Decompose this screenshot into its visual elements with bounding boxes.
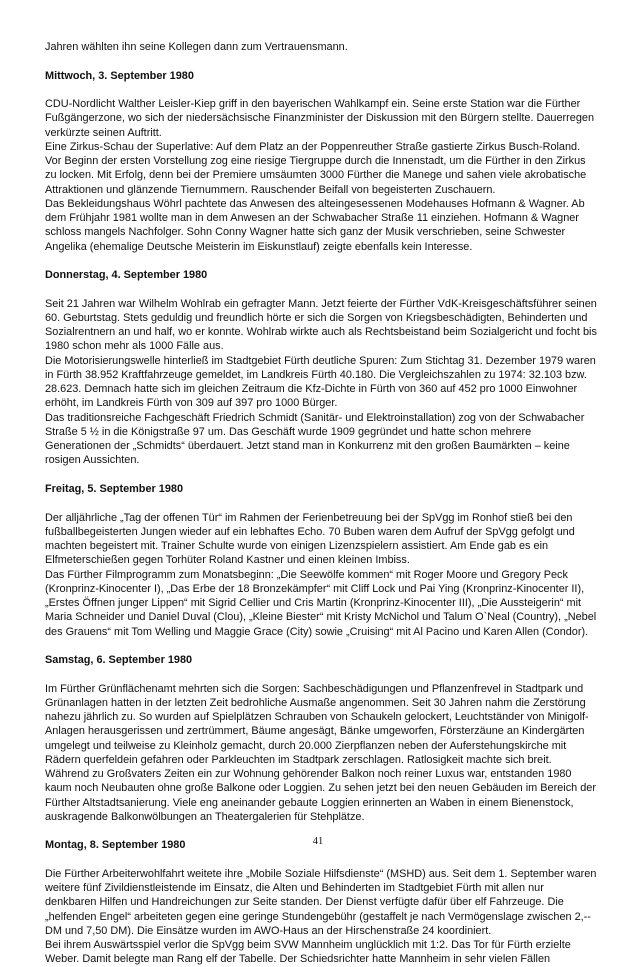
paragraph: Der alljährliche „Tag der offenen Tür“ im Rahmen der Ferienbetreuung bei der SpVgg im Ronhof stieß bei den fußballbegeisterten Jungen wieder auf ein lebhaftes Echo. 70 Buben waren dem Aufruf der SpVgg gefolgt und machten begeistert mit. Trainer Schulte wurde von einigen Lizenzspielern assistiert. Am Ende gab es ein Elfmeterschießen gegen Torhüter Roland Kastner und einen kleinen Imbiss. bbox=[45, 511, 575, 567]
section-thursday bbox=[45, 268, 597, 468]
paragraph: Die Motorisierungswelle hinterließ im Stadtgebiet Fürth deutliche Spuren: Zum Stichtag 31. Dezember 1979 waren in Fürth 38.952 Kraftfahrzeuge gemeldet, im Landkreis Fürth 40.180. Die Vergleichszahlen zu 1974: 32.103 bzw. 28.623. Demnach hatte sich im gleichen Zeitraum die Kfz-Dichte in Fürth von 360 auf 452 pro 1000 Einwohner erhöht, im Landkreis Fürth von 309 auf 397 pro 1000 Bürger. bbox=[45, 354, 596, 410]
section-saturday bbox=[45, 653, 597, 824]
paragraph: Das Fürther Filmprogramm zum Monatsbeginn: „Die Seewölfe kommen“ mit Roger Moore und Gregory Peck (Kronprinz-Kinocenter I), „Das Erbe der 18 Bronzekämpfer“ mit Cliff Lock und Pai Ying (Kronprinz-Kinocenter II), „Erstes Öffnen junger Lippen“ mit Sigrid Cellier und Cris Martin (Kronprinz-Kinocenter III), „Die Aussteigerin“ mit Maria Schneider und Daniel Duval (Clou), „Kleine Biester“ mit Kristy McNichol und Talum O`Neal (Country), „Nebel des Grauens“ mit Tom Welling und Maggie Grace (City) sowie „Cruising“ mit Al Pacino und Karen Allen (Condor). bbox=[45, 568, 597, 638]
document-page bbox=[45, 40, 597, 967]
paragraph: Seit 21 Jahren war Wilhelm Wohlrab ein gefragter Mann. Jetzt feierte der Fürther VdK-Kreisgeschäftsführer seinen 60. Geburtstag. Stets geduldig und freundlich hörte er sich die Sorgen von Kriegsbeschädigten, Behinderten und Sozialrentnern an und half, wo er konnte. Wohlrab wirkte auch als Rechtsbeistand beim Sozialgericht und focht bis 1980 schon mehr als 1000 Fälle aus. bbox=[45, 297, 597, 353]
section-heading: Freitag, 5. September 1980 bbox=[45, 482, 184, 495]
section-monday bbox=[45, 838, 597, 966]
section-heading: Samstag, 6. September 1980 bbox=[45, 654, 193, 667]
paragraph: Bei ihrem Auswärtsspiel verlor die SpVgg beim SVW Mannheim unglücklich mit 1:2. Das Tor für Fürth erzielte Weber. Damit belegte man Rang elf der Tabelle. Der Schiedsrichter hatte Mannheim in sehr vielen Fällen bbox=[45, 939, 571, 966]
paragraph: Die Fürther Arbeiterwohlfahrt weitete ihre „Mobile Soziale Hilfsdienste“ (MSHD) aus. Seit dem 1. September waren weitere fünf Zivildienstleistende im Einsatz, die Alten und Behinderten im Stadtgebiet Fürth mit allen nur denkbaren Hilfen und Handreichungen zur Seite standen. Der Dienst verfügte dafür über elf Fahrzeuge. Die „helfenden Engel“ arbeiteten gegen eine geringe Stundengebühr (gestaffelt je nach Vermögenslage zwischen 2,-- DM und 7,50 DM). Die Einsätze wurden im AWO-Haus an der Hirschenstraße 24 koordiniert. bbox=[45, 867, 597, 937]
paragraph: Eine Zirkus-Schau der Superlative: Auf dem Platz an der Poppenreuther Straße gastierte Zirkus Busch-Roland. Vor Beginn der ersten Vorstellung zog eine riesige Tiergruppe durch die Innenstadt, um die Fürther in den Zirkus zu locken. Mit Erfolg, denn bei der Premiere umsäumten 3000 Fürther die Manege und sahen viele akrobatische Attraktionen und glänzende Tiernummern. Rauschender Beifall von begeisterten Zuschauern. bbox=[45, 140, 587, 196]
paragraph: Das Bekleidungshaus Wöhrl pachtete das Anwesen des alteingesessenen Modehauses Hofmann & Wagner. Ab dem Frühjahr 1981 wollte man in dem Anwesen an der Schwabacher Straße 11 einziehen. Hofmann & Wagner schloss mangels Nachfolger. Sohn Conny Wagner hatte sich ganz der Musik verschrieben, seine Schwester Angelika (ehemalige Deutsche Meisterin im Eiskunstlauf) zeigte ebenfalls kein Interesse. bbox=[45, 197, 585, 253]
section-heading: Mittwoch, 3. September 1980 bbox=[45, 69, 194, 82]
page-number: 41 bbox=[312, 836, 324, 847]
paragraph: Im Fürther Grünflächenamt mehrten sich die Sorgen: Sachbeschädigungen und Pflanzenfrevel in Stadtpark und Grünanlagen hatten in der letzten Zeit bedrohliche Ausmaße angenommen. Seit 30 Jahren nahm die Zerstörung nahezu jährlich zu. So wurden auf Spielplätzen Schrauben von Schaukeln gelockert, Leuchtständer von Minigolf-Anlagen herausgerissen und zertrümmert, Bäume angesägt, Bänke umgeworfen, Försterzäune an Kindergärten umgelegt und teilweise zu Kleinholz gemacht, durch 20.000 Zierpflanzen neben der Auferstehungskirche mit Rädern querfeldein gefahren oder Parkleuchten im Stadtpark zerschlagen. Ratlosigkeit machte sich breit. bbox=[45, 682, 589, 766]
paragraph: Das traditionsreiche Fachgeschäft Friedrich Schmidt (Sanitär- und Elektroinstallation) zog von der Schwabacher Straße 5 ½ in die Königstraße 97 um. Das Geschäft wurde 1909 gegründet und hatte schon mehrere Generationen der „Schmidts“ überdauert. Jetzt stand man in Konkurrenz mit den großen Baumärkten – keine rosigen Aussichten. bbox=[45, 411, 585, 467]
section-heading: Donnerstag, 4. September 1980 bbox=[45, 269, 208, 282]
section-heading: Montag, 8. September 1980 bbox=[45, 839, 186, 852]
section-friday bbox=[45, 482, 597, 639]
paragraph: Während zu Großvaters Zeiten ein zur Wohnung gehörender Balkon noch reiner Luxus war, entstanden 1980 kaum noch Neubauten ohne große Balkone oder Loggien. Zu sehen jetzt bei den neuen Gebäuden im Bereich der Fürther Altstadtsanierung. Viele eng aneinander gebaute Loggien erinnerten an Waben in einem Bienenstock, auskragende Balkonwölbungen an Theatergalerien für Stehplätze. bbox=[45, 768, 596, 823]
intro-paragraph: Jahren wählten ihn seine Kollegen dann zum Vertrauensmann. bbox=[45, 41, 348, 53]
paragraph: CDU-Nordlicht Walther Leisler-Kiep griff in den bayerischen Wahlkampf ein. Seine erste Station war die Fürther Fußgängerzone, wo sich der niedersächsische Finanzminister der Diskussion mit den Bürgern stellte. Dauerregen verkürzte seinen Auftritt. bbox=[45, 98, 595, 139]
section-wednesday bbox=[45, 69, 597, 254]
